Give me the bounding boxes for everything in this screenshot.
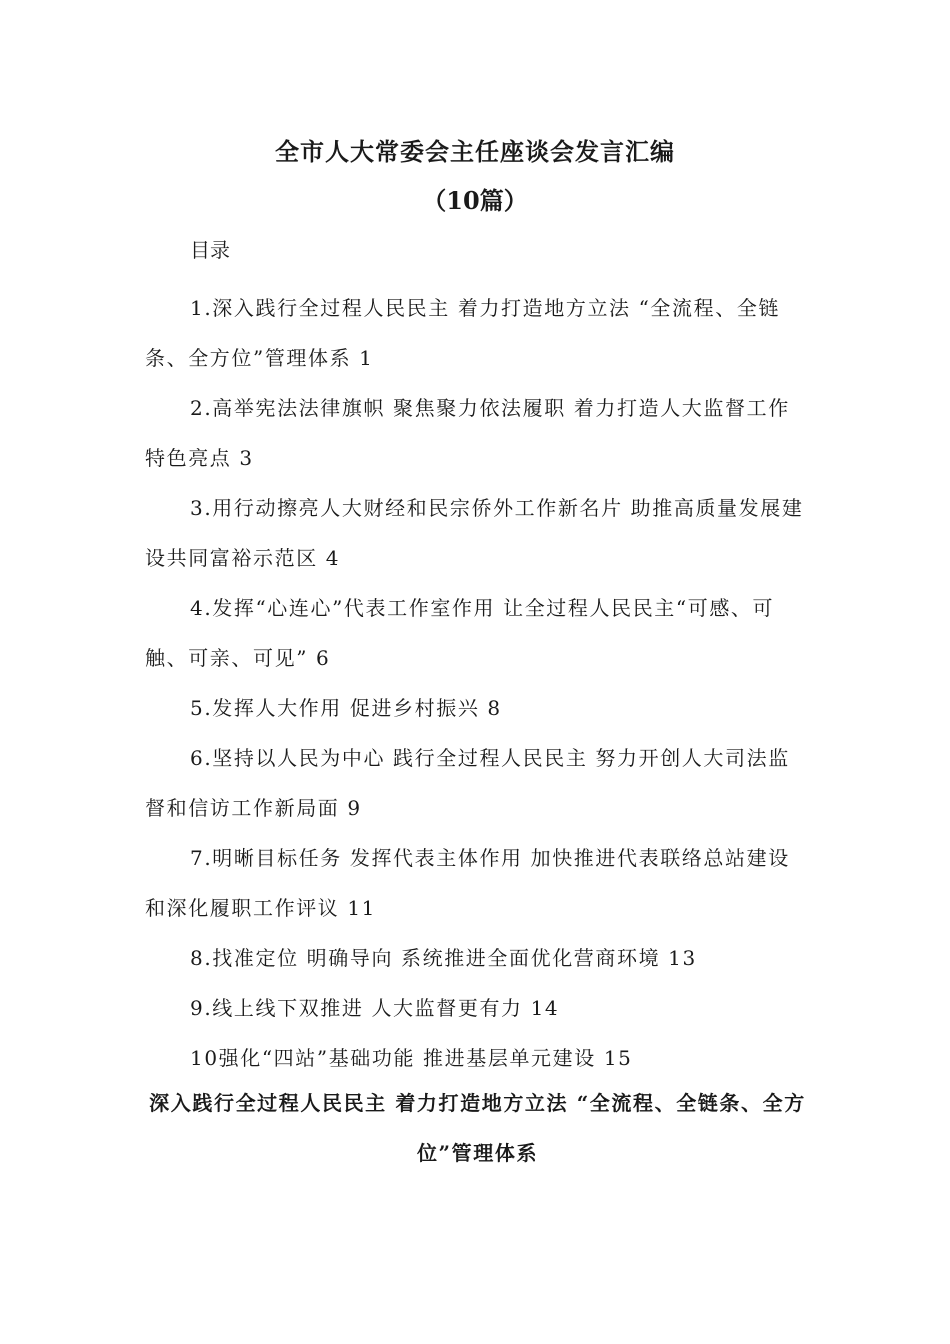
document-subtitle: （10篇）	[422, 186, 528, 215]
toc-item-10[interactable]: 10强化“四站”基础功能 推进基层单元建设 15	[190, 1046, 633, 1070]
document-title: 全市人大常委会主任座谈会发言汇编	[275, 137, 675, 166]
toc-heading: 目录	[190, 238, 230, 262]
toc-item-3[interactable]: 3.用行动擦亮人大财经和民宗侨外工作新名片 助推高质量发展建设共同富裕示范区 4	[145, 496, 804, 570]
toc-item-1[interactable]: 1.深入践行全过程人民民主 着力打造地方立法 “全流程、全链条、全方位”管理体系 1	[145, 296, 781, 370]
toc-item-6[interactable]: 6.坚持以人民为中心 践行全过程人民民主 努力开创人大司法监督和信访工作新局面 9	[145, 746, 790, 820]
toc-item-7[interactable]: 7.明晰目标任务 发挥代表主体作用 加快推进代表联络总站建设和深化履职工作评议 11	[145, 846, 790, 920]
toc-item-8[interactable]: 8.找准定位 明确导向 系统推进全面优化营商环境 13	[190, 946, 697, 970]
table-of-contents	[145, 283, 810, 1083]
toc-item-4[interactable]: 4.发挥“心连心”代表工作室作用 让全过程人民民主“可感、可触、可亲、可见” 6	[145, 596, 775, 670]
section-title: 深入践行全过程人民民主 着力打造地方立法 “全流程、全链条、全方位”管理体系	[149, 1091, 806, 1165]
toc-item-9[interactable]: 9.线上线下双推进 人大监督更有力 14	[190, 996, 560, 1020]
toc-item-2[interactable]: 2.高举宪法法律旗帜 聚焦聚力依法履职 着力打造人大监督工作特色亮点 3	[145, 396, 790, 470]
toc-item-5[interactable]: 5.发挥人大作用 促进乡村振兴 8	[190, 696, 502, 720]
